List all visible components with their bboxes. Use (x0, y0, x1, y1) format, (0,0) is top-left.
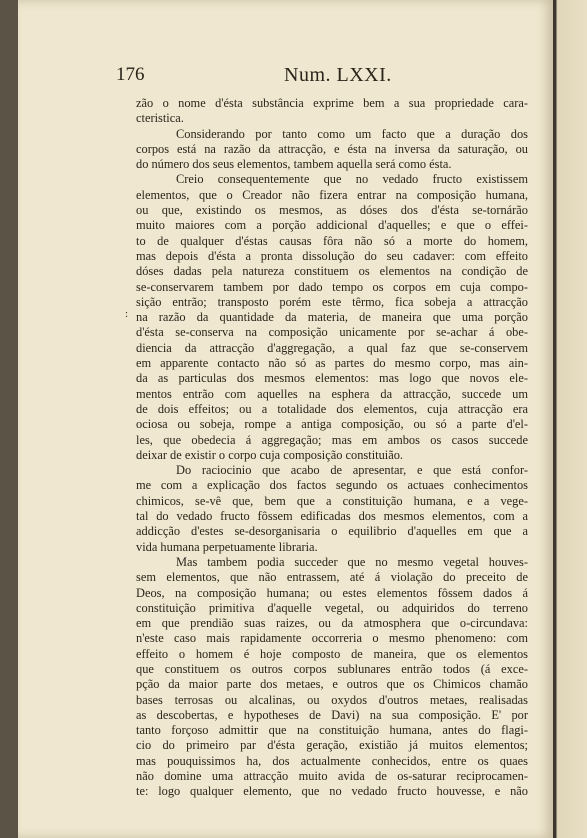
text-line: diencia da attracção d'aggregação, a qual faz que se-conservem (136, 340, 528, 355)
text-line: effeito o homem é hoje composto de maneira, que os elementos (136, 646, 528, 661)
text-line: se-conservarem tambem por dado tempo os corpos em cuja compo- (136, 279, 528, 294)
page-header (116, 64, 516, 90)
text-line: constituição primitiva d'aquelle vegetal, ou adquiridos do terreno (136, 600, 528, 615)
text-line: chimicos, se-vê que, bem que a constituição humana, e a vege- (136, 493, 528, 508)
text-line: em apparente contacto não só as partes do mesmo corpo, mas ain- (136, 356, 528, 371)
text-line: sem elementos, que não entrassem, até á violação do preceito de (136, 570, 528, 585)
text-line: de dois effeitos; ou a totalidade dos elementos, cuja attracção era (136, 401, 528, 416)
text-line: corpos está na razão da attracção, e ésta na inversa da saturação, ou (136, 141, 528, 156)
text-line: to de qualquer d'éstas causas fôra não só a morte do homem, (136, 233, 528, 248)
text-line: n'este caso mais rapidamente occorreria o mesmo phenomeno: com (136, 631, 528, 646)
running-title: Num. LXXI. (284, 64, 392, 86)
text-line: cteristica. (136, 111, 184, 126)
text-line: Mas tambem podia succeder que no mesmo vegetal houves- (176, 554, 528, 569)
text-line: na razão da quantidade da materia, de maneira que uma porção (136, 310, 528, 325)
text-line: Deos, na composição humana; ou estes elementos fôssem dados á (136, 585, 528, 600)
text-line: zão o nome d'ésta substância exprime bem a sua propriedade cara- (136, 96, 528, 110)
text-line: as descobertas, e hypotheses de Davi) na sua composição. E' por (136, 707, 528, 722)
text-line: dóses dadas pela natureza constituem os elementos na condição de (136, 264, 528, 279)
book-page (18, 0, 553, 838)
text-line: d'ésta se-conserva na composição unicamente por se-achar á obe- (136, 325, 528, 340)
text-line: te: logo qualquer elemento, que no vedado fructo houvesse, e não (136, 784, 528, 799)
text-line: ociosa ou sobeja, rompe a antiga composição, ou só a parte d'el- (136, 417, 528, 432)
margin-mark: : (125, 308, 129, 320)
text-line: mentos entrão com aquelles na esphera da attracção, succede um (136, 386, 528, 401)
body-text (136, 96, 528, 800)
text-line: mas pouquissimos ha, dos actualmente conhecidos, entre os quaes (136, 753, 528, 768)
text-line: mas depois d'ésta a pronta dissolução do seu cadaver: com effeito (136, 248, 528, 263)
text-line: da as particulas dos mesmos elementos: mas logo que novos ele- (136, 371, 528, 386)
text-line: addicção d'estes se-desorganisaria o equilibrio d'aquelles em que a (136, 524, 528, 539)
text-line: pção da maior parte dos metaes, e outros que os Chimicos chamão (136, 677, 528, 692)
page-number: 176 (116, 64, 145, 85)
text-line: elementos, que o Creador não fizera entrar na composição humana, (136, 187, 528, 202)
text-line: Do raciocinio que acabo de apresentar, e que está confor- (176, 463, 528, 478)
text-line: tal do vedado fructo fôssem edificadas dos mesmos elementos, com a (136, 509, 528, 524)
text-line: tanto forçoso admittir que na constituição humana, antes do flagi- (136, 723, 528, 738)
text-line: me com a explicação dos factos segundo os actuaes conhecimentos (136, 478, 528, 493)
text-line: vida humana perpetuamente libraria. (136, 539, 318, 554)
text-line: cio do primeiro par d'ésta geração, existião já muitos elementos; (136, 738, 528, 753)
text-line: sição entrão; transposto porém este têrmo, fica sobeja a attracção (136, 294, 528, 309)
text-line: Creio consequentemente que no vedado fructo existissem (176, 172, 528, 187)
next-page-edge (553, 0, 587, 838)
text-line: muito maiores com a porção addicional d'aquelles; e que o effei- (136, 218, 528, 233)
text-line: não domine uma attracção muito avida de os-saturar reciprocamen- (136, 769, 528, 784)
text-line: les, que obedecia á aggregação; mas em ambos os casos succede (136, 432, 528, 447)
text-line: ou que, existindo os mesmos, as dóses dos d'ésta se-tornárão (136, 203, 528, 218)
text-line: Considerando por tanto como um facto que a duração dos (176, 126, 528, 141)
text-line: do número dos seus elementos, tambem aquella será como ésta. (136, 157, 452, 172)
text-line: que constituem os outros corpos sublunares entrão todos (á exce- (136, 661, 528, 676)
text-line: bases terrosas ou alcalinas, ou oxydos d'outros metaes, realisadas (136, 692, 528, 707)
text-line: deixar de existir o corpo cuja composição constituião. (136, 447, 404, 462)
text-line: em que prendião suas raizes, ou da atmosphera que o-circundava: (136, 616, 528, 631)
